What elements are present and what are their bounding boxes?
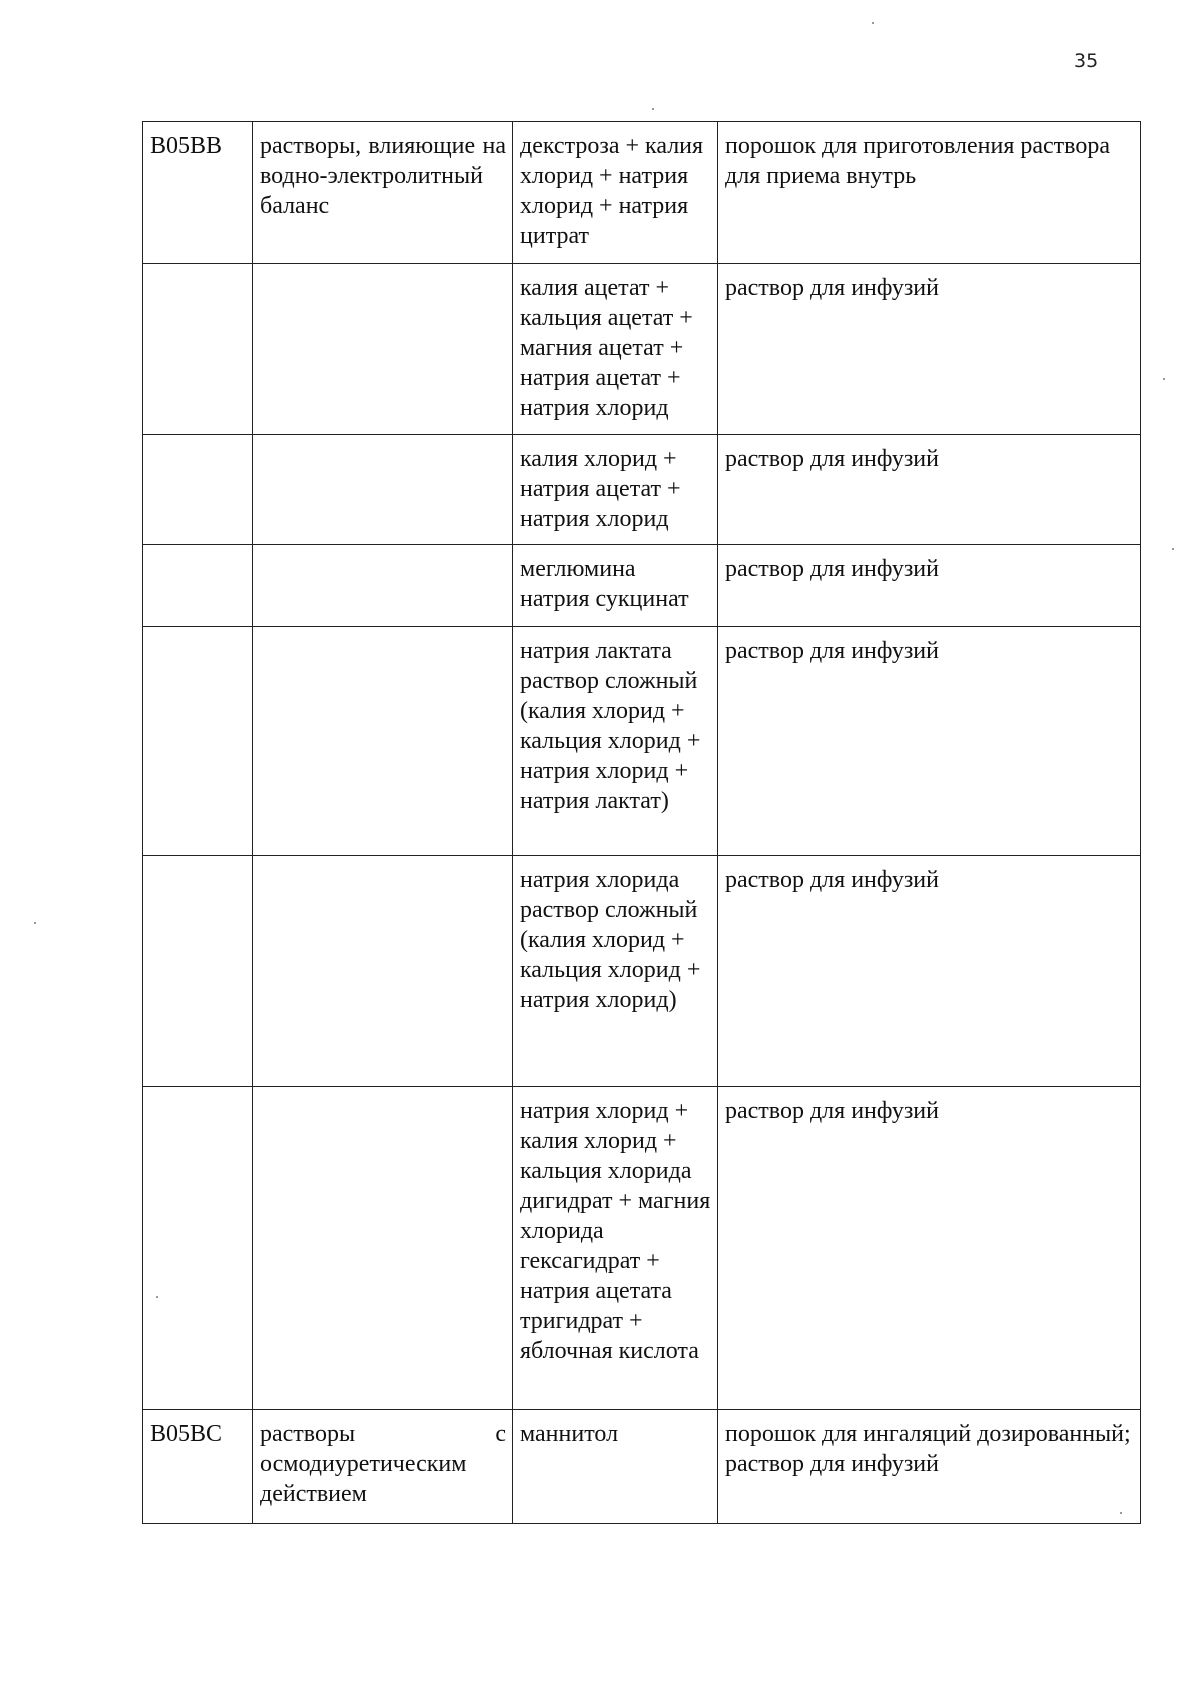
pharmacological-group-cell (253, 545, 513, 627)
dosage-form-line: раствор для инфузий (725, 446, 939, 472)
table-row (143, 122, 1141, 264)
drug-name-cell: натрия хлорид + калия хлорид + кальция хлорида дигидрат + магния хлорида гексагидрат + натрия ацетата тригидрат + яблочная кислота (513, 1087, 718, 1410)
drug-name-cell: натрия лактата раствор сложный (калия хлорид + кальция хлорид + натрия хлорид + натрия лактат) (513, 627, 718, 856)
atc-code-cell (143, 1087, 253, 1410)
scan-speck (34, 922, 36, 924)
table-row (143, 1410, 1141, 1524)
pharmacological-group-cell (253, 627, 513, 856)
atc-code-cell (143, 627, 253, 856)
dosage-form-cell (718, 627, 1141, 856)
dosage-form-line: порошок для ингаляций дозированный; (725, 1421, 1131, 1447)
dosage-form-line: раствор для инфузий (725, 638, 939, 664)
table-row (143, 435, 1141, 545)
dosage-form-cell (718, 122, 1141, 264)
drug-name-cell: декстроза + калия хлорид + натрия хлорид + натрия цитрат (513, 122, 718, 264)
atc-code-cell (143, 545, 253, 627)
pharmacological-group-cell (253, 1087, 513, 1410)
atc-code-cell (143, 264, 253, 435)
drug-name-cell: маннитол (513, 1410, 718, 1524)
scan-speck (652, 108, 654, 110)
drug-name-cell: меглюмина натрия сукцинат (513, 545, 718, 627)
dosage-form-cell (718, 545, 1141, 627)
scan-speck (1163, 378, 1165, 380)
pharmacological-group-cell: растворы с осмодиуретическим действием (253, 1410, 513, 1524)
pharmacological-group-cell: растворы, влияющие на водно-электролитный баланс (253, 122, 513, 264)
table-row (143, 1087, 1141, 1410)
dosage-form-cell (718, 264, 1141, 435)
table-row (143, 264, 1141, 435)
dosage-form-line: порошок для приготовления раствора для приема внутрь (725, 133, 1110, 189)
pharmacological-group-cell (253, 264, 513, 435)
pharmacological-group-cell (253, 435, 513, 545)
pharmacological-group-cell (253, 856, 513, 1087)
dosage-form-cell (718, 1087, 1141, 1410)
drug-name-cell: калия ацетат + кальция ацетат + магния ацетат + натрия ацетат + натрия хлорид (513, 264, 718, 435)
dosage-form-cell (718, 1410, 1141, 1524)
scan-speck (156, 1296, 158, 1298)
drug-table (142, 121, 1141, 1524)
scan-speck (872, 22, 874, 24)
dosage-form-line: раствор для инфузий (725, 275, 939, 301)
dosage-form-line: раствор для инфузий (725, 867, 939, 893)
table-row (143, 627, 1141, 856)
table-row (143, 856, 1141, 1087)
page-number: 35 (1074, 50, 1099, 72)
atc-code-cell: B05BC (143, 1410, 253, 1524)
scan-speck (1120, 1512, 1122, 1514)
drug-name-cell: калия хлорид + натрия ацетат + натрия хлорид (513, 435, 718, 545)
table-row (143, 545, 1141, 627)
scan-speck (1172, 548, 1174, 550)
dosage-form-line: раствор для инфузий (725, 1451, 939, 1477)
dosage-form-cell (718, 435, 1141, 545)
atc-code-cell: B05BB (143, 122, 253, 264)
drug-name-cell: натрия хлорида раствор сложный (калия хлорид + кальция хлорид + натрия хлорид) (513, 856, 718, 1087)
dosage-form-line: раствор для инфузий (725, 556, 939, 582)
atc-code-cell (143, 856, 253, 1087)
dosage-form-cell (718, 856, 1141, 1087)
dosage-form-line: раствор для инфузий (725, 1098, 939, 1124)
atc-code-cell (143, 435, 253, 545)
